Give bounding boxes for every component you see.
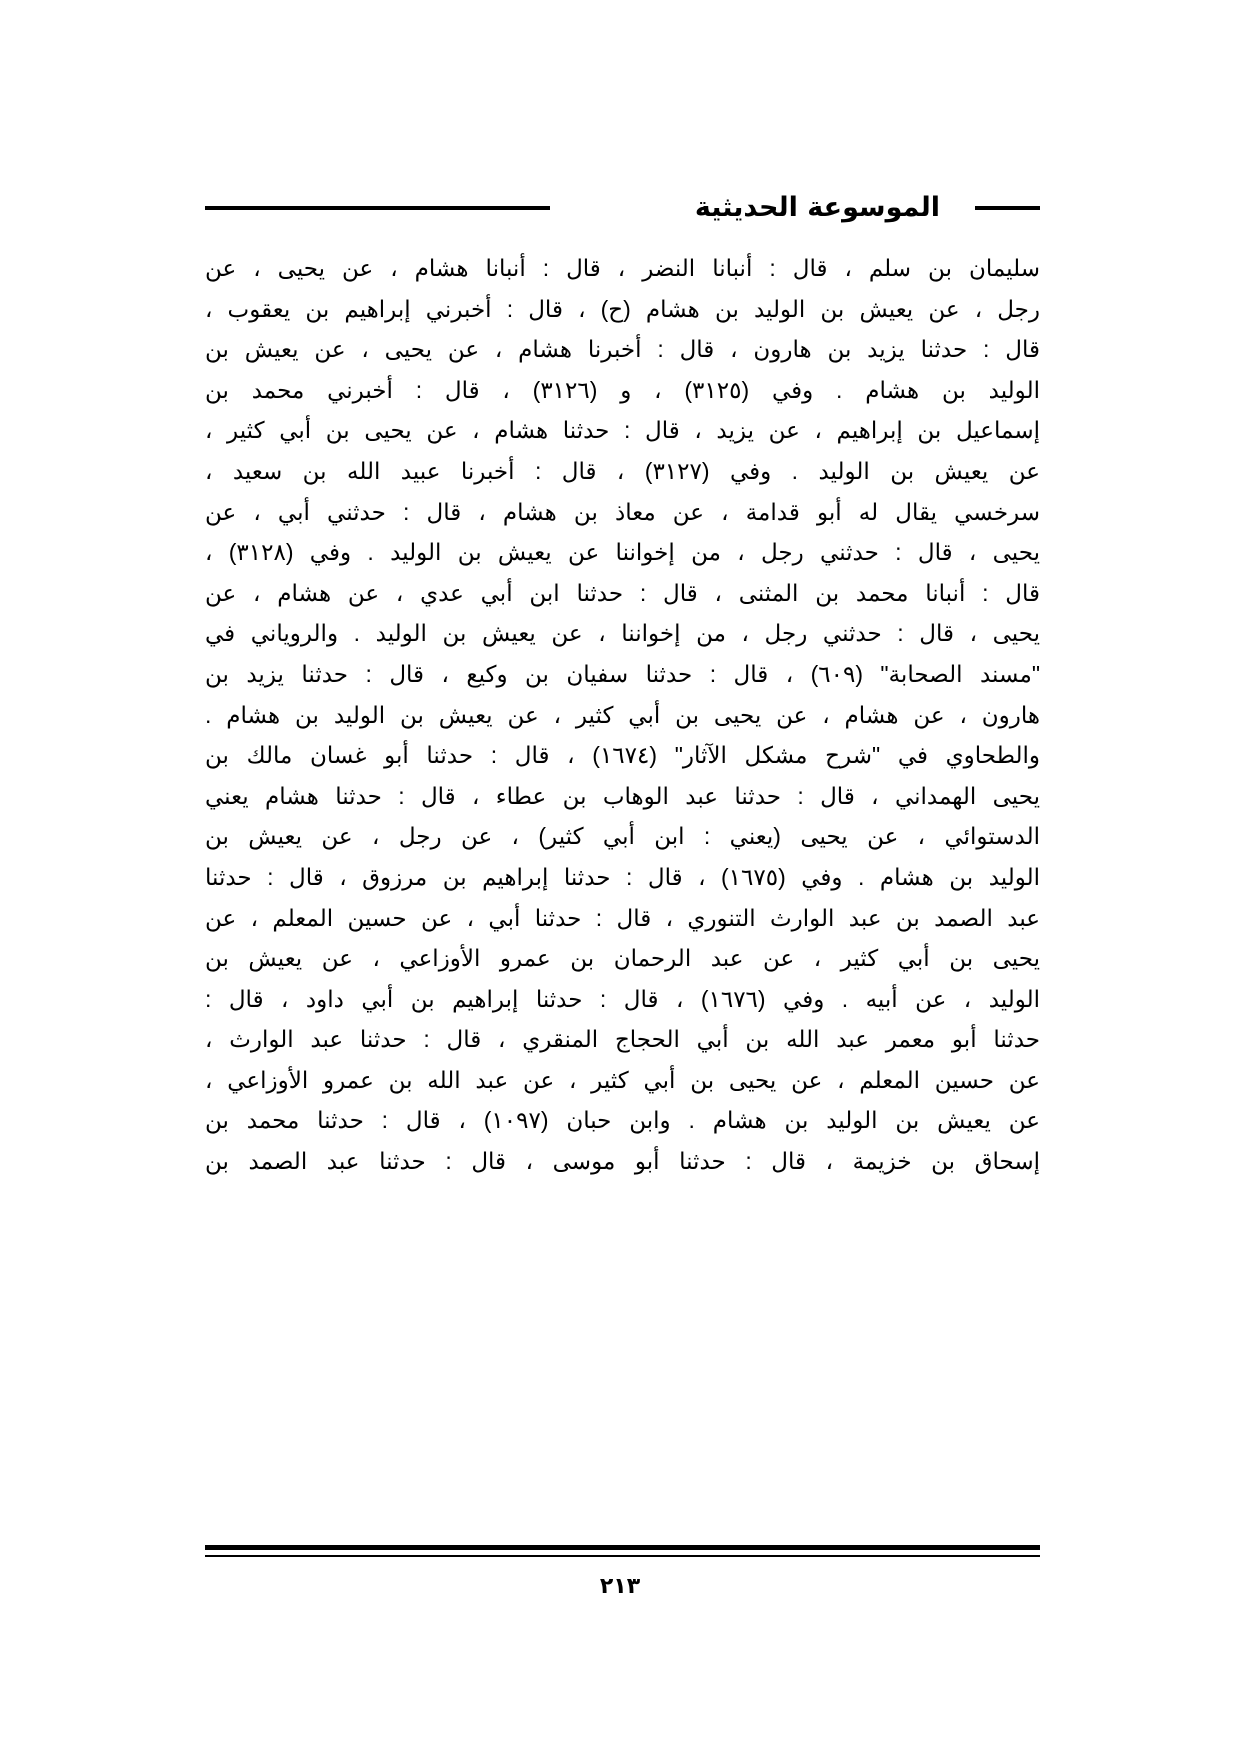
- text-line: عن حسين المعلم ، عن يحيى بن أبي كثير ، عن عبد الله بن عمرو الأوزاعي ،: [205, 1066, 1040, 1093]
- page-header: [205, 188, 1040, 232]
- body-text: [205, 248, 1040, 1182]
- text-line: إسحاق بن خزيمة ، قال : حدثنا أبو موسى ، قال : حدثنا عبد الصمد بن: [205, 1148, 1040, 1175]
- footer-rule-thick: [205, 1545, 1040, 1550]
- page-number: ٢١٣: [599, 1574, 641, 1599]
- footer-rule-thin: [205, 1555, 1040, 1557]
- text-line: الوليد بن هشام . وفي (٣١٢٥) ، و (٣١٢٦) ، قال : أخبرني محمد بن: [205, 376, 1040, 403]
- text-line: سرخسي يقال له أبو قدامة ، عن معاذ بن هشام ، قال : حدثني أبي ، عن: [205, 498, 1040, 525]
- text-line: قال : أنبانا محمد بن المثنى ، قال : حدثنا ابن أبي عدي ، عن هشام ، عن: [205, 579, 1040, 606]
- text-line: رجل ، عن يعيش بن الوليد بن هشام (ح) ، قال : أخبرني إبراهيم بن يعقوب ،: [205, 295, 1040, 322]
- text-line: عبد الصمد بن عبد الوارث التنوري ، قال : حدثنا أبي ، عن حسين المعلم ، عن: [205, 904, 1040, 931]
- text-line: "مسند الصحابة" (٦٠٩) ، قال : حدثنا سفيان بن وكيع ، قال : حدثنا يزيد بن: [205, 660, 1040, 687]
- header-rule-long: [205, 206, 550, 210]
- text-line: يحيى ، قال : حدثني رجل ، من إخواننا عن يعيش بن الوليد . وفي (٣١٢٨) ،: [205, 539, 1040, 566]
- text-line: سليمان بن سلم ، قال : أنبانا النضر ، قال : أنبانا هشام ، عن يحيى ، عن: [205, 255, 1040, 281]
- header-rule-short: [975, 206, 1040, 210]
- text-line: عن يعيش بن الوليد . وفي (٣١٢٧) ، قال : أخبرنا عبيد الله بن سعيد ،: [205, 457, 1040, 484]
- text-line: الدستوائي ، عن يحيى (يعني : ابن أبي كثير) ، عن رجل ، عن يعيش بن: [205, 823, 1040, 850]
- text-line: والطحاوي في "شرح مشكل الآثار" (١٦٧٤) ، قال : حدثنا أبو غسان مالك بن: [205, 742, 1040, 769]
- text-line: يحيى بن أبي كثير ، عن عبد الرحمان بن عمرو الأوزاعي ، عن يعيش بن: [205, 945, 1040, 972]
- text-line: هارون ، عن هشام ، عن يحيى بن أبي كثير ، عن يعيش بن الوليد بن هشام .: [205, 701, 1040, 728]
- text-line: قال : حدثنا يزيد بن هارون ، قال : أخبرنا هشام ، عن يحيى ، عن يعيش بن: [205, 336, 1040, 363]
- text-line: الوليد بن هشام . وفي (١٦٧٥) ، قال : حدثنا إبراهيم بن مرزوق ، قال : حدثنا: [205, 863, 1040, 890]
- text-line: يحيى ، قال : حدثني رجل ، من إخواننا ، عن يعيش بن الوليد . والروياني في: [205, 620, 1040, 647]
- page-title: الموسوعة الحديثية: [694, 192, 940, 223]
- text-line: إسماعيل بن إبراهيم ، عن يزيد ، قال : حدثنا هشام ، عن يحيى بن أبي كثير ،: [205, 417, 1040, 444]
- text-line: يحيى الهمداني ، قال : حدثنا عبد الوهاب بن عطاء ، قال : حدثنا هشام يعني: [205, 782, 1040, 809]
- text-line: عن يعيش بن الوليد بن هشام . وابن حبان (١٠٩٧) ، قال : حدثنا محمد بن: [205, 1107, 1040, 1134]
- text-line: الوليد ، عن أبيه . وفي (١٦٧٦) ، قال : حدثنا إبراهيم بن أبي داود ، قال :: [205, 985, 1040, 1012]
- text-line: حدثنا أبو معمر عبد الله بن أبي الحجاج المنقري ، قال : حدثنا عبد الوارث ،: [205, 1026, 1040, 1053]
